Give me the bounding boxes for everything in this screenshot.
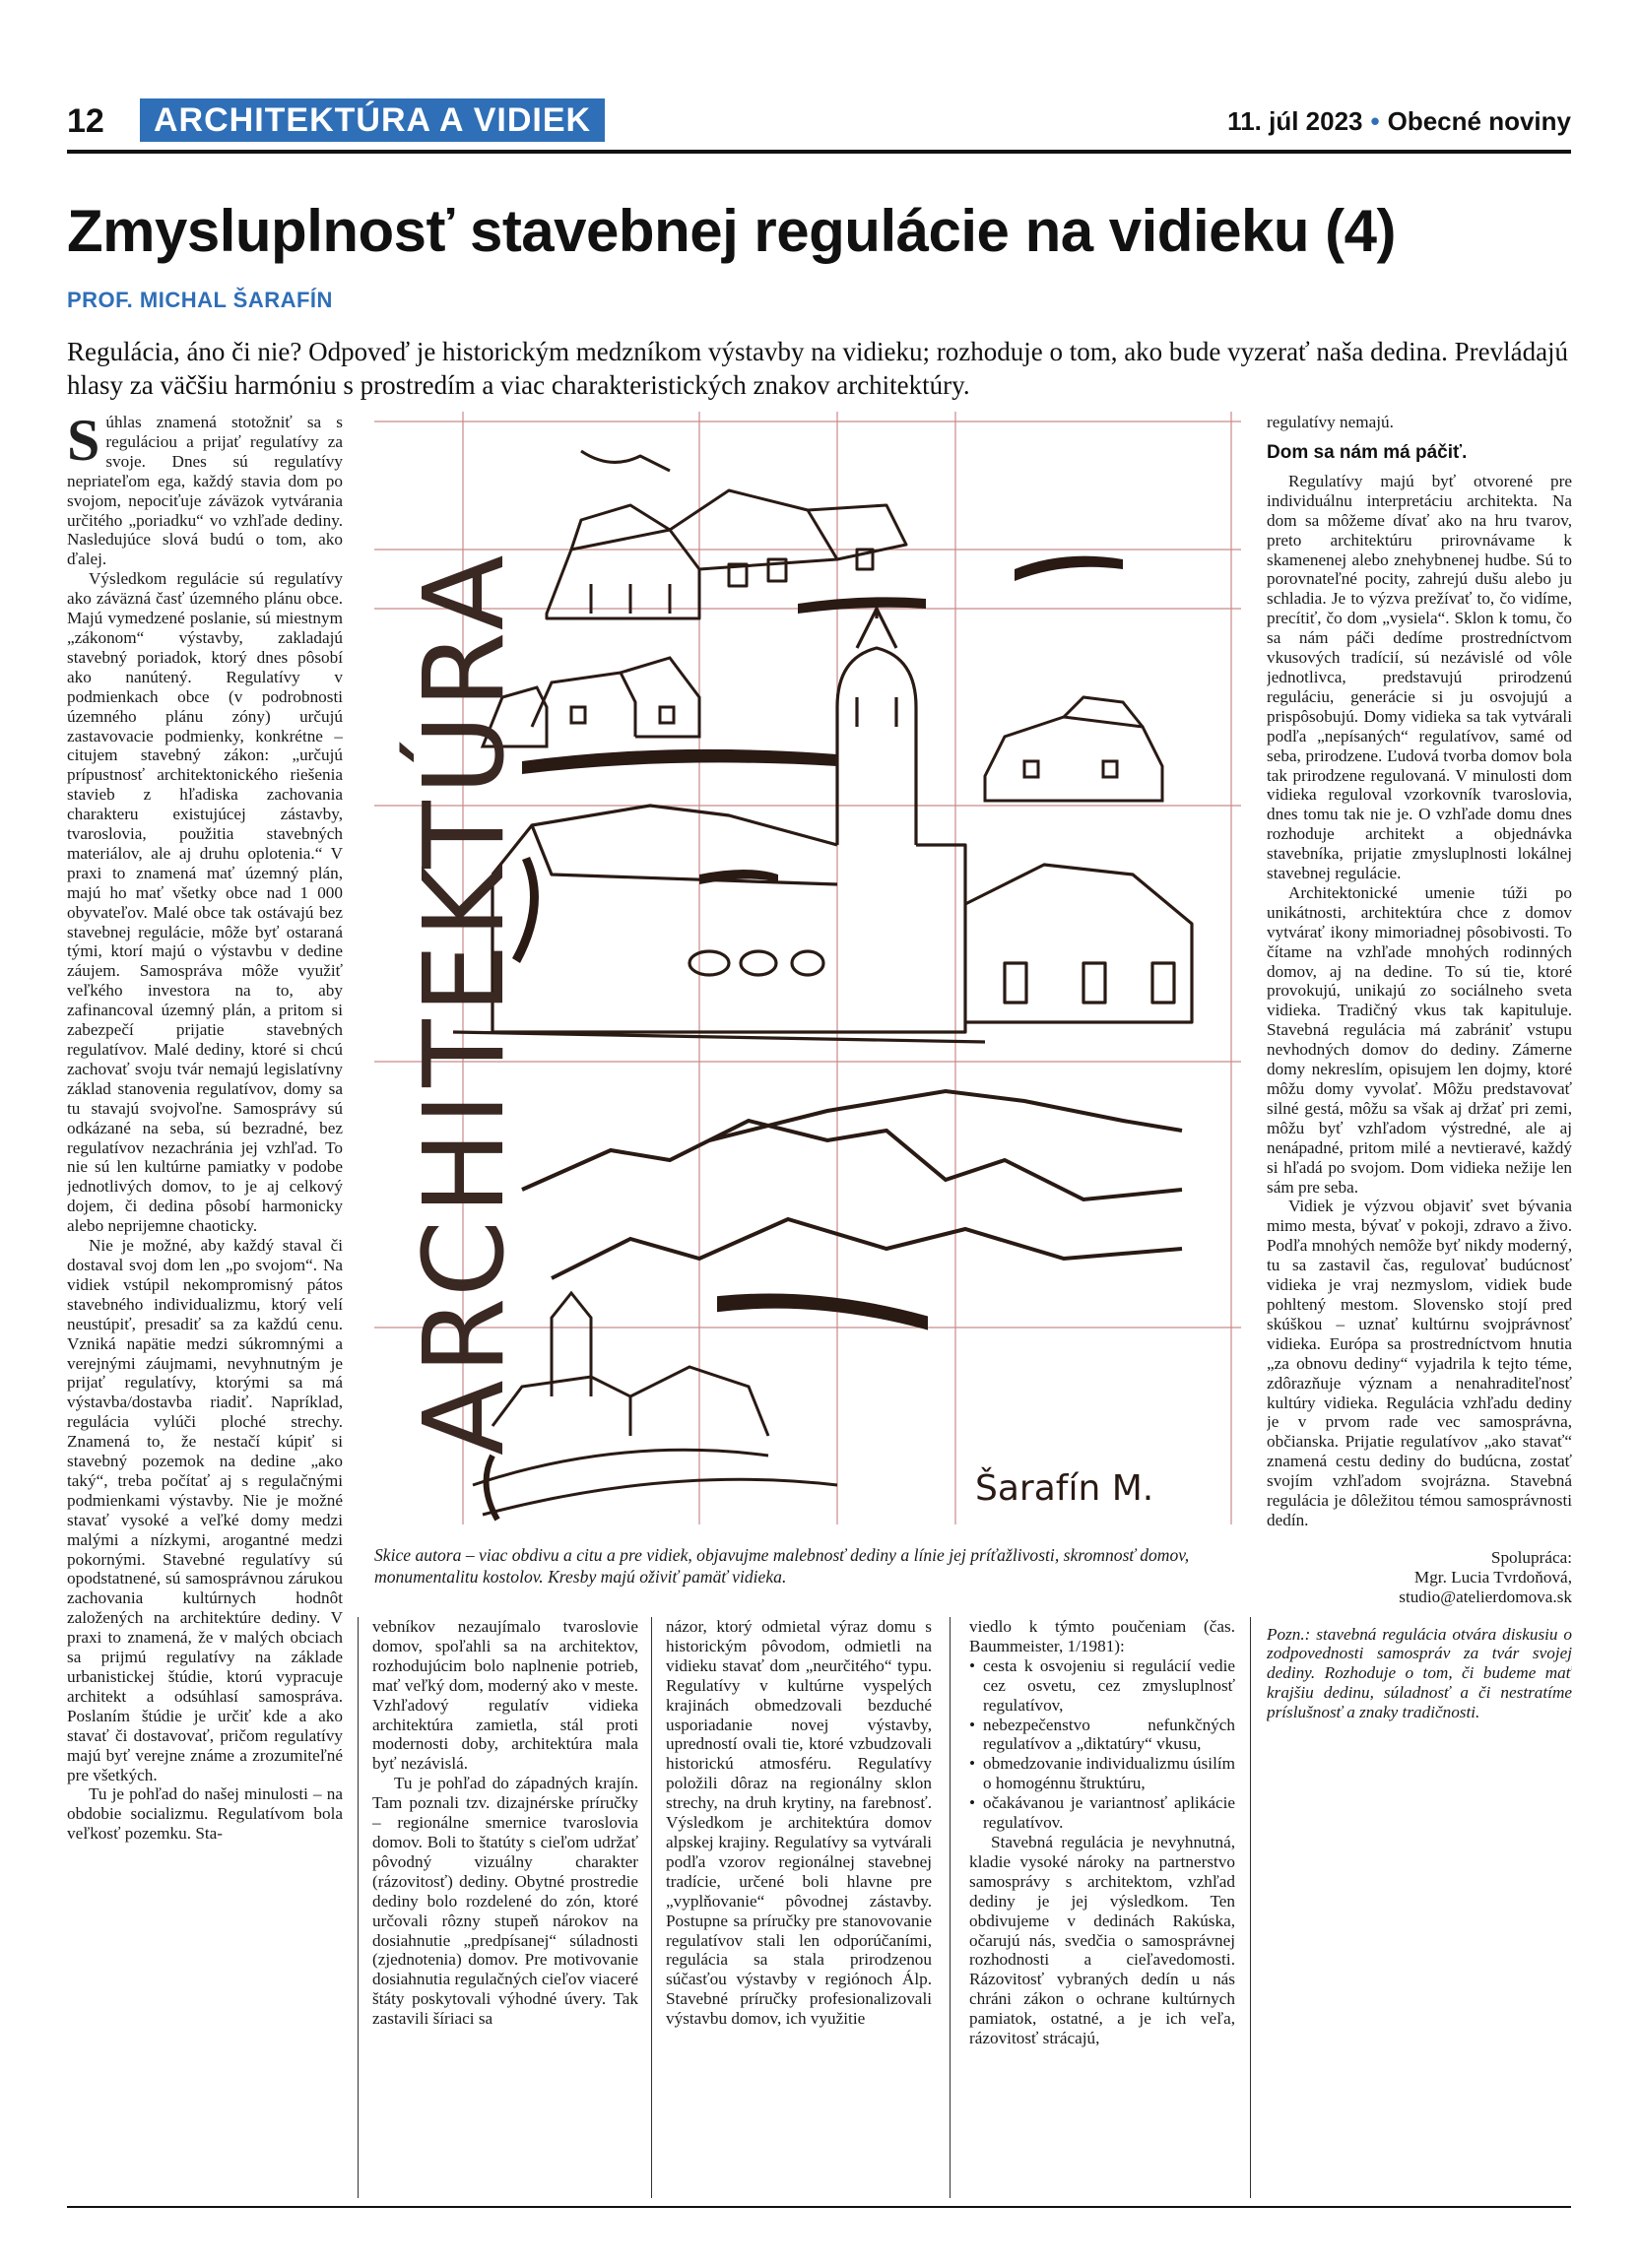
column-rule <box>358 1617 359 2198</box>
bullet-list <box>969 1656 1235 1833</box>
column-3 <box>666 1617 932 2198</box>
column-4 <box>969 1617 1235 2198</box>
column-rule <box>950 1617 951 2198</box>
collab-label: Spolupráca: <box>1490 1547 1572 1567</box>
paragraph: názor, ktorý odmietal výraz domu s historickým pôvodom, odmietli na vidieku stavať dom „neurčitého“ typu. Regulatívy v kultúrne vyspelých krajinách obmedzovali bezduché usporiadanie novej výstavby, upredností ovali tie, ktoré vzbudzovali historickú atmosféru. Regulatívy položili dôraz na regionálny sklon strechy, na druh krytiny, na farebnosť. Výsledkom je architektúra domov alpskej krajiny. Regulatívy sa vytvárali podľa vzorov regionálnej stavebnej tradície, určené boli hlavne pre „vyplňovanie“ pôvodnej zástavby. Postupne sa príručky pre stanovovanie regulatívov stali len odporúčaními, regulácia sa stala prirodzenou súčasťou výstavby v regiónoch Álp. Stavebné príručky profesionalizovali výstavbu domov, ich využitie <box>666 1617 932 2029</box>
church <box>453 599 1192 1042</box>
issue-info <box>1227 106 1571 137</box>
column-rule <box>1250 1617 1251 2198</box>
paragraph: vebníkov nezaujímalo tvaroslovie domov, spoľahli sa na architektov, rozhodujúcim bolo naplnenie potrieb, mať veľký dom, moderný ako v meste. Vzhľadový regulatív vidieka architektúra zamietla, stál proti modernosti doby, architektúra mala byť nezávislá. <box>372 1617 638 1774</box>
figure-vertical-word: ARCHITEKTÚRA <box>401 549 529 1456</box>
footer-rule <box>67 2206 1571 2208</box>
page-number: 12 <box>67 102 104 140</box>
paragraph: Architektonické umenie túži po unikátnosti, architektúra chce z domov vytvárať ikony mimoriadnej pôsobivosti. To čítame na vzhľade mnohých rodinných domov, aj na dedine. To sú tie, ktoré provokujú, unikajú zo sociálneho sveta vidieka. Tradičný vkus tak kapituluje. Stavebná regulácia má zabrániť vstupu nevhodných domov do dediny. Zámerne domy nekreslím, opisujem len dojmy, ktoré môžu domy vyvolať. Môžu predstavovať silné gestá, môžu sa však aj držať pri zemi, môžu byť vzhľadom výstredné, ale aj nenápadné, pritom milé a nevtieravé, každý si hľadá po svojom. Dom vidieka nežije len sám pre seba. <box>1267 882 1572 1197</box>
column-5 <box>1267 413 1572 2195</box>
subheading: Dom sa nám má páčiť. <box>1267 441 1468 463</box>
paragraph: viedlo k týmto poučeniam (čas. Baummeister, 1/1981): <box>969 1617 1235 1655</box>
list-item: • očakávanou je variantnosť aplikácie regulatívov. <box>969 1793 1235 1833</box>
publication-name: Obecné noviny <box>1387 106 1571 136</box>
issue-date: 11. júl 2023 <box>1227 106 1363 136</box>
paragraph <box>67 413 343 569</box>
sketch-signature: Šarafín M. <box>975 1468 1154 1509</box>
figure-caption: Skice autora – viac obdivu a citu a pre vidiek, objavujme malebnosť dediny a línie jej príťažlivosti, skromnosť domov, monumentalitu kostolov. Kresby majú oživiť pamäť vidieka. <box>374 1545 1190 1587</box>
houses-middle <box>483 658 1162 801</box>
paragraph-text: úhlas znamená stotožniť sa s reguláciou a prijať regulatívy za svoje. Dnes sú regulatívy nepriateľom ega, každý stavia dom po svojom, nepociťuje záväzok vytvárania určitého „poriadku“ vo vzhľade dediny. Nasledujúce slová budú o tom, ako ďalej. <box>67 413 343 569</box>
list-item: • cesta k osvojeniu si regulácií vedie cez osvetu, cez zmysluplnosť regulatívov, <box>969 1656 1235 1716</box>
village-sketch <box>374 412 1241 1534</box>
collab-email: studio@atelierdomova.sk <box>1399 1587 1572 1606</box>
paragraph: regulatívy nemajú. <box>1267 413 1394 431</box>
editor-note: Pozn.: stavebná regulácia otvára diskusiu o zodpovednosti samospráv za tvár svojej dediny. Rozhoduje o tom, či budeme mať krajšiu dedinu, súladnosť a či nestratíme príslušnosť a znaky tradičnosti. <box>1267 1624 1572 1722</box>
article-title: Zmysluplnosť stavebnej regulácie na vidieku (4) <box>67 198 1396 264</box>
paragraph: Regulatívy majú byť otvorené pre individuálnu interpretáciu architekta. Na dom sa môžeme dívať ako na hru tvarov, preto architektúru prirovnávame k skamenenej alebo znehybnenej hudbe. Sú to porovnateľné pocity, zahrejú dušu alebo ju schladia. Je to výzva prežívať to, čo vidíme, precítiť, čo dom „vysiela“. Sklon k tomu, čo sa nám páči dedíme prostredníctvom vkusových tradícií, sú nezávislé od vôle jednotlivca, predstavujú prirodzenú reguláciu, generácie si ju osvojujú a prispôsobujú. Domy vidieka sa tak vytvárali podľa „nepísaných“ regulatívov, samé od seba, prirodzene. Ľudová tvorba domov bola tak prirodzene regulovaná. V minulosti dom vidieka reguloval vzorkovník tvaroslovia, dnes tomu tak nie je. O vzhľade domu dnes rozhoduje architekt a objednávka stavebníka, prijatie zmysluplnosti lokálnej stavebnej regulácie. <box>1267 471 1572 883</box>
paragraph: Výsledkom regulácie sú regulatívy ako záväzná časť územného plánu obce. Majú vymedzené poslanie, sú miestnym „zákonom“ výstavby, zakladajú stavebný poriadok, ktorý dnes pôsobí ako nanútený. Regulatívy v podmienkach obce (v podrobnosti územného plánu zóny) určujú zastavovacie podmienky, konkrétne – citujem stavebný zákon: „určujú prípustnosť architektonického riešenia stavieb z hľadiska zachovania charakteru existujúcej zástavby, tvaroslovia, použitia stavebných materiálov, ale aj druhu oplotenia.“ V praxi to znamená mať územný plán, majú ho mať všetky obce nad 1 000 obyvateľov. Malé obce tak ostávajú bez stavebnej regulácie, môže byť ostaraná tými, ktorí majú o výstavbu v dedine záujem. Samospráva môže využiť veľkého investora na to, aby zafinancoval územný plán, a pritom si zabezpečí prijatie stavebných regulatívov. Malé dediny, ktoré si chcú zachovať svoju tvár nemajú legislatívny základ stanovenia regulatívov, domy sa tu stavajú svojvoľne. Samosprávy sú odkázané na seba, sú bezradné, bez regulatívov nezachránia jej vzhľad. To nie sú len kultúrne pamiatky v podobe jednotlivých domov, to je aj celkový dojem, či dedina pôsobí harmonicky alebo neprijemne chaoticky. <box>67 569 343 1236</box>
drop-cap: S <box>67 413 100 473</box>
header-rule <box>67 150 1571 154</box>
author-byline: PROF. MICHAL ŠARAFÍN <box>67 288 333 312</box>
column-2 <box>372 1617 638 2198</box>
list-item: • obmedzovanie individualizmu úsilím o homogénnu štruktúru, <box>969 1754 1235 1793</box>
mountains <box>522 1091 1182 1328</box>
paragraph: Tu je pohľad do západných krajín. Tam poznali tzv. dizajnérske príručky – regionálne smernice tvaroslovia domov. Boli to štatúty s cieľom udržať pôvodný vizuálny charakter (rázovitosť) dediny. Obytné prostredie dediny bolo rozdelené do zón, ktoré určovali rôzny stupeň nárokov na dosiahnutie „predpísanej“ súladnosti (zjednotenia) domov. Pre motivovanie dosiahnutia regulačných cieľov viaceré štáty poskytovali výhodné úvery. Tak zastavili šíriaci sa <box>372 1774 638 2029</box>
column-1 <box>67 413 343 2195</box>
separator-dot: • <box>1370 106 1380 136</box>
collaboration-credit <box>1267 1548 1572 1607</box>
paragraph: Vidiek je výzvou objaviť svet bývania mimo mesta, bývať v pokoji, zdravo a živo. Podľa mnohých nemôže byť nikdy moderný, tu sa zastavil čas, regulovať budúcnosť vidieka je vraj nezmyslom, vidiek bude pohltený mestom. Slovensko stojí pred skúškou – uznať kultúrnu svojprávnosť vidieka. Európa sa prostredníctvom hnutia „za obnovu dediny“ vyjadrila k tejto téme, zdôrazňuje význam a nenahraditeľnosť kultúry vidieka. Regulácia vzhľadu dediny je v prvom rade vec samosprávna, občianska. Prijatie regulatívov „ako stavať“ znamená cestu dediny do budúcna, zostať svojím vzhľadom svojrázna. Stavebná regulácia je dôležitou témou samosprávnosti dedín. <box>1267 1197 1572 1529</box>
sketch-figure <box>374 412 1241 1534</box>
houses-top <box>547 451 906 618</box>
section-tag: ARCHITEKTÚRA A VIDIEK <box>140 98 605 142</box>
collab-name: Mgr. Lucia Tvrdoňová, <box>1413 1567 1572 1587</box>
paragraph: Tu je pohľad do našej minulosti – na obdobie socializmu. Regulatívom bola veľkosť pozemku. Sta- <box>67 1784 343 1844</box>
paragraph: Stavebná regulácia je nevyhnutná, kladie vysoké nároky na partnerstvo samosprávy s architektom, vzhľad dediny je jej výsledkom. Ten obdivujeme v dedinách Rakúska, očarujú nás, svedčia o samosprávnej rozhodnosti a cieľavedomosti. Rázovitosť vybraných dedín u nás chráni zákon o ochrane kultúrnych pamiatok, ostatné, a je ich veľa, rázovitosť strácajú, <box>969 1832 1235 2048</box>
article-lead: Regulácia, áno či nie? Odpoveď je historickým medzníkom výstavby na vidieku; rozhoduje o tom, ako bude vyzerať naša dedina. Prevládajú hlasy za väčšiu harmóniu s prostredím a viac charakteristických znakov architektúry. <box>67 337 1569 400</box>
column-rule <box>651 1617 652 2198</box>
list-item: • nebezpečenstvo nefunkčných regulatívov a „diktatúry“ vkusu, <box>969 1716 1235 1755</box>
paragraph: Nie je možné, aby každý staval či dostaval svoj dom len „po svojom“. Na vidiek vstúpil nekompromisný pátos stavebného individualizmu, ktorý velí neustúpiť, presadiť sa za každú cenu. Vzniká napätie medzi súkromnými a verejnými záujmami, nevyhnutným je prijať regulatívy, ktorými sa má výstavba/dostavba riadiť. Napríklad, regulácia vylúči ploché strechy. Znamená to, že nestačí kúpiť si stavebný pozemok na dedine „ako taký“, treba počítať aj s regulačnými podmienkami výstavby. Nie je možné stavať vysoké a veľké domy medzi malými a nízkymi, arogantné medzi pokornými. Stavebné regulatívy sú opodstatnené, sú samosprávnou zárukou zachovania kultúrnych hodnôt založených na architektúre dediny. V praxi to znamená, že v malých obciach sa prijmú regulatívy na základe urbanistickej štúdie, ktorú vypracuje architekt a odsúhlasí samospráva. Poslaním štúdie je určiť kde a ako stavať či dostavovať, pričom regulatívy majú byť verejne známe a zrozumiteľné pre všetkých. <box>67 1236 343 1784</box>
